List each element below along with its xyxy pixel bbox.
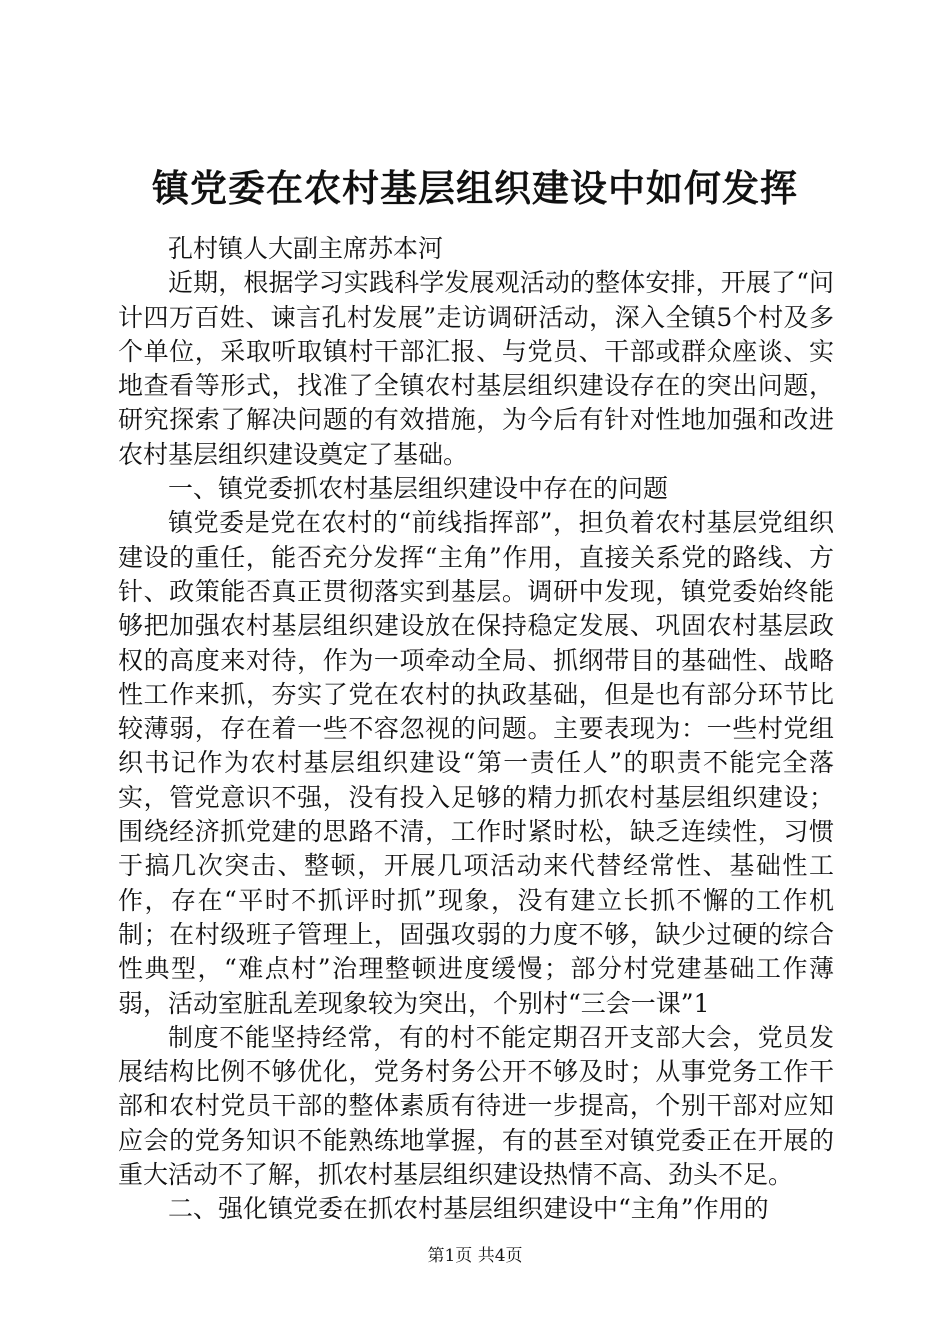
paragraph-intro: 近期，根据学习实践科学发展观活动的整体安排，开展了“问计四万百姓、谏言孔村发展”走访调研活动，深入全镇5个村及多个单位，采取听取镇村干部汇报、与党员、干部或群众座谈、实地查看等形式，找准了全镇农村基层组织建设存在的突出问题，研究探索了解决问题的有效措施，为今后有针对性地加强和改进农村基层组织建设奠定了基础。 <box>118 268 834 469</box>
document-title: 镇党委在农村基层组织建设中如何发挥 <box>152 166 798 210</box>
author-line: 孔村镇人大副主席苏本河 <box>168 234 444 263</box>
paragraph-problems: 镇党委是党在农村的“前线指挥部”，担负着农村基层党组织建设的重任，能否充分发挥“主角”作用，直接关系党的路线、方针、政策能否真正贯彻落实到基层。调研中发现，镇党委始终能够把加强农村基层组织建设放在保持稳定发展、巩固农村基层政权的高度来对待，作为一项牵动全局、抓纲带目的基础性、战略性工作来抓，夯实了党在农村的执政基础，但是也有部分环节比较薄弱，存在着一些不容忽视的问题。主要表现为：一些村党组织书记作为农村基层组织建设“第一责任人”的职责不能完全落实，管党意识不强，没有投入足够的精力抓农村基层组织建设；围绕经济抓党建的思路不清，工作时紧时松，缺乏连续性，习惯于搞几次突击、整顿，开展几项活动来代替经常性、基础性工作，存在“平时不抓评时抓”现象，没有建立长抓不懈的工作机制；在村级班子管理上，固强攻弱的力度不够，缺少过硬的综合性典型，“难点村”治理整顿进度缓慢；部分村党建基础工作薄弱，活动室脏乱差现象较为突出，个别村“三会一课”1 <box>118 508 834 1018</box>
document-body <box>118 232 834 1227</box>
paragraph-problems-continued: 制度不能坚持经常，有的村不能定期召开支部大会，党员发展结构比例不够优化，党务村务公开不够及时；从事党务工作干部和农村党员干部的整体素质有待进一步提高，个别干部对应知应会的党务知识不能熟练地掌握，有的甚至对镇党委正在开展的重大活动不了解，抓农村基层组织建设热情不高、劲头不足。 <box>118 1022 834 1190</box>
page-number-footer: 第1页 共4页 <box>427 1246 523 1266</box>
section-heading-1: 一、镇党委抓农村基层组织建设中存在的问题 <box>168 474 669 504</box>
section-heading-2: 二、强化镇党委在抓农村基层组织建设中“主角”作用的 <box>168 1194 769 1224</box>
